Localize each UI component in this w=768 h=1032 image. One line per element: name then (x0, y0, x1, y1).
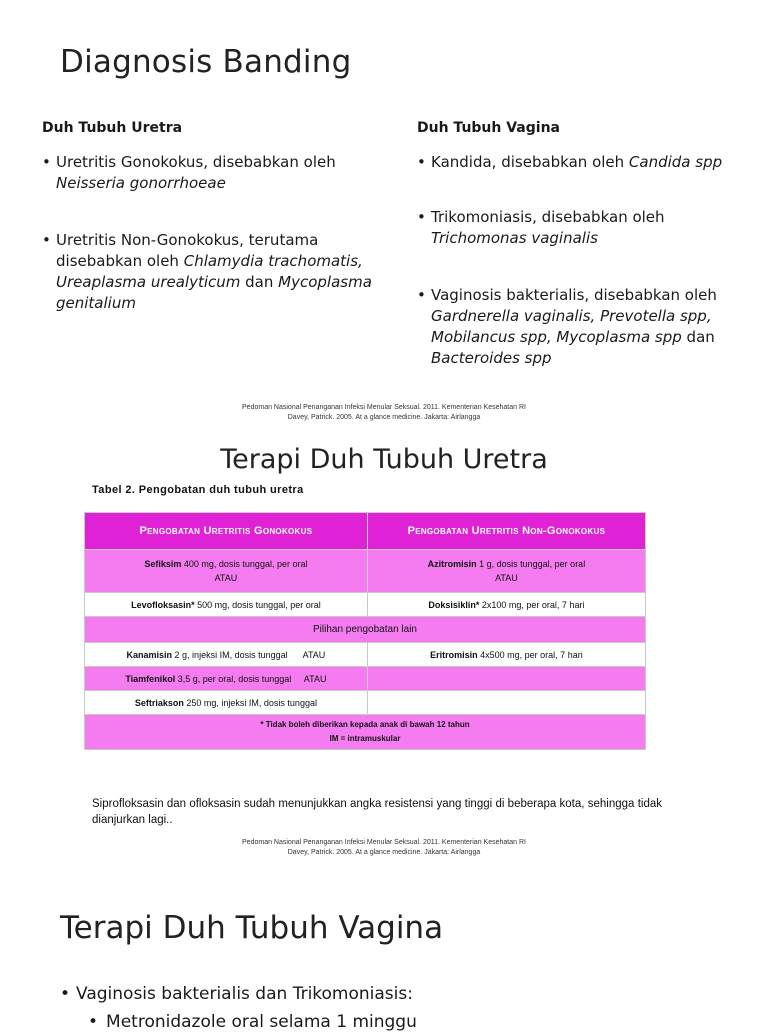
table-cell: Sefiksim 400 mg, dosis tunggal, per oral ATAU (85, 550, 368, 593)
list-item: • Metronidazole oral selama 1 minggu (88, 1012, 417, 1032)
table-row (85, 691, 646, 715)
table-row (85, 617, 646, 643)
reference: Pedoman Nasional Penanganan Infeksi Menular Seksual. 2011. Kementerian Kesehatan RI Davey, Patrick. 2005. At a glance medicine. Jakarta: Airlangga (242, 839, 526, 856)
table-cell: Tiamfenikol 3,5 g, per oral, dosis tunggal ATAU (85, 667, 368, 691)
table-cell: Eritromisin 4x500 mg, per oral, 7 hari (367, 643, 645, 667)
column-heading: Duh Tubuh Vagina (417, 120, 560, 136)
treatment-table (84, 512, 646, 750)
resistance-note: Siprofloksasin dan ofloksasin sudah menunjukkan angka resistensi yang tinggi di beberapa kota, sehingga tidak dianjurkan lagi.. (92, 798, 662, 826)
list-item: • Vaginosis bakterialis, disebabkan oleh Gardnerella vaginalis, Prevotella spp, Mobilancus spp, Mycoplasma spp dan Bacteroides spp (417, 285, 747, 369)
list-item: • Trikomoniasis, disebabkan oleh Trichomonas vaginalis (417, 207, 747, 249)
slide-terapi-vagina (0, 870, 768, 1032)
table-section-label: Pilihan pengobatan lain (85, 617, 646, 643)
table-cell (367, 691, 645, 715)
table-row (85, 715, 646, 750)
table-row (85, 643, 646, 667)
slide-diagnosis-banding (0, 0, 768, 430)
table-row (85, 550, 646, 593)
column-uretra (42, 120, 382, 314)
table-cell: Seftriakson 250 mg, injeksi IM, dosis tunggal (85, 691, 368, 715)
table-cell: Doksisiklin* 2x100 mg, per oral, 7 hari (367, 593, 645, 617)
list-item: • Vaginosis bakterialis dan Trikomoniasis: (60, 984, 413, 1004)
table-header: Pengobatan Uretritis Gonokokus (85, 513, 368, 550)
table-header: Pengobatan Uretritis Non-Gonokokus (367, 513, 645, 550)
table-cell: Azitromisin 1 g, dosis tunggal, per oral ATAU (367, 550, 645, 593)
table-row (85, 593, 646, 617)
slide-terapi-uretra (0, 430, 768, 870)
column-heading: Duh Tubuh Uretra (42, 120, 183, 136)
table-cell (367, 667, 645, 691)
list-item: • Uretritis Gonokokus, disebabkan oleh Neisseria gonorrhoeae (42, 152, 382, 194)
table-row (85, 667, 646, 691)
table-cell: Kanamisin 2 g, injeksi IM, dosis tunggal ATAU (85, 643, 368, 667)
table-cell: Levofloksasin* 500 mg, dosis tunggal, per oral (85, 593, 368, 617)
reference: Pedoman Nasional Penanganan Infeksi Menular Seksual. 2011. Kementerian Kesehatan RI Davey, Patrick. 2005. At a glance medicine. Jakarta: Airlangga (242, 404, 526, 421)
table-footnote: * Tidak boleh diberikan kepada anak di bawah 12 tahun IM = intramuskular (85, 715, 646, 750)
slide-title: Diagnosis Banding (60, 44, 352, 80)
column-vagina (417, 120, 747, 369)
table-caption: Tabel 2. Pengobatan duh tubuh uretra (92, 484, 304, 496)
list-item: • Uretritis Non-Gonokokus, terutama disebabkan oleh Chlamydia trachomatis, Ureaplasma urealyticum dan Mycoplasma genitalium (42, 230, 382, 314)
slide-title: Terapi Duh Tubuh Vagina (60, 910, 444, 946)
list-item: • Kandida, disebabkan oleh Candida spp (417, 152, 747, 173)
slide-title: Terapi Duh Tubuh Uretra (220, 444, 548, 475)
